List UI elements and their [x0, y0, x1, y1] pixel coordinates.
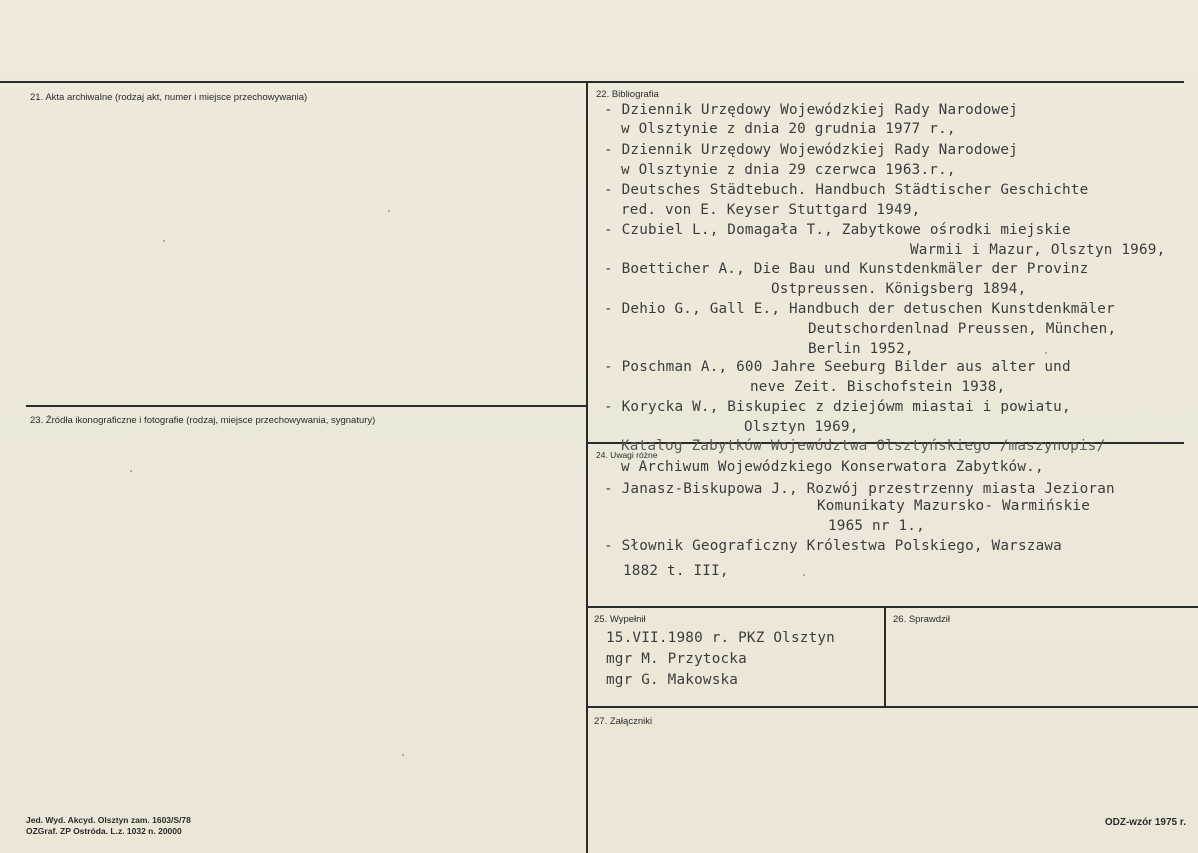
bibliography-line: red. von E. Keyser Stuttgard 1949, — [621, 202, 921, 218]
paper-speck — [163, 240, 165, 242]
bibliography-line: Berlin 1952, — [808, 341, 914, 357]
bibliography-line: Olsztyn 1969, — [744, 419, 859, 435]
field-25-label: 25. Wypełnił — [594, 614, 646, 625]
field-24-label: 24. Uwagi różne — [596, 450, 658, 460]
bibliography-line: 1965 nr 1., — [828, 518, 925, 534]
form-code: ODZ-wzór 1975 r. — [1104, 817, 1186, 828]
filled-by-line: mgr G. Makowska — [606, 672, 739, 688]
bibliography-line: Ostpreussen. Königsberg 1894, — [771, 281, 1027, 297]
imprint-line-2: OZGraf. ZP Ostróda. L.z. 1032 n. 20000 — [26, 826, 182, 836]
bibliography-line: - Czubiel L., Domagała T., Zabytkowe ośrodki miejskie — [604, 222, 1071, 238]
bibliography-line: w Olsztynie z dnia 20 grudnia 1977 r., — [621, 121, 956, 137]
rule-24-25 — [588, 606, 1198, 608]
bibliography-line: - Korycka W., Biskupiec z dziejówm miastai i powiatu, — [604, 399, 1071, 415]
paper-speck — [130, 470, 132, 472]
bibliography-line: - Boetticher A., Die Bau und Kunstdenkmäler der Provinz — [604, 261, 1089, 277]
bibliography-line: - Słownik Geograficzny Królestwa Polskiego, Warszawa — [604, 538, 1062, 554]
bibliography-line: 1882 t. III, — [623, 563, 729, 579]
rule-25-27 — [588, 706, 1198, 708]
bibliography-line: - Janasz-Biskupowa J., Rozwój przestrzenny miasta Jezioran — [604, 481, 1115, 497]
bibliography-line: - Dziennik Urzędowy Wojewódzkiej Rady Narodowej — [604, 142, 1018, 158]
filled-by-line: 15.VII.1980 r. PKZ Olsztyn — [606, 630, 835, 646]
bibliography-line: - Poschman A., 600 Jahre Seeburg Bilder aus alter und — [604, 359, 1071, 375]
bibliography-line: w Olsztynie z dnia 29 czerwca 1963.r., — [621, 162, 956, 178]
bibliography-line: - Dziennik Urzędowy Wojewódzkiej Rady Narodowej — [604, 102, 1018, 118]
bibliography-line: Warmii i Mazur, Olsztyn 1969, — [910, 242, 1166, 258]
top-rule — [0, 81, 1184, 83]
bibliography-line: - Dehio G., Gall E., Handbuch der detuschen Kunstdenkmäler — [604, 301, 1115, 317]
center-divider — [586, 82, 588, 853]
paper-speck — [388, 210, 390, 212]
bibliography-line: neve Zeit. Bischofstein 1938, — [750, 379, 1006, 395]
bibliography-line: - Deutsches Städtebuch. Handbuch Städtischer Geschichte — [604, 182, 1089, 198]
field-26-label: 26. Sprawdził — [893, 614, 951, 625]
field-23-label: 23. Źródła ikonograficzne i fotografie (rodzaj, miejsce przechowywania, sygnatury) — [30, 415, 376, 426]
imprint-line-1: Jed. Wyd. Akcyd. Olsztyn zam. 1603/S/78 — [26, 815, 191, 825]
field-27-label: 27. Załączniki — [594, 716, 653, 727]
filled-by-line: mgr M. Przytocka — [606, 651, 747, 667]
bibliography-line: Komunikaty Mazursko- Warmińskie — [817, 498, 1091, 514]
bibliography-line: w Archiwum Wojewódzkiego Konserwatora Zabytków., — [621, 459, 1044, 475]
paper-speck — [803, 574, 805, 576]
rule-21-23 — [26, 405, 586, 407]
paper-speck — [1045, 352, 1047, 354]
divider-25-26 — [884, 606, 886, 706]
bibliography-line: Katalog Zabytków Województwa Olsztyńskiego /maszynopis/ — [621, 438, 1106, 454]
field-22-label: 22. Bibliografia — [596, 89, 659, 100]
bibliography-line: Deutschordenlnad Preussen, München, — [808, 321, 1117, 337]
field-21-label: 21. Akta archiwalne (rodzaj akt, numer i miejsce przechowywania) — [30, 92, 308, 103]
paper-speck — [402, 754, 404, 756]
